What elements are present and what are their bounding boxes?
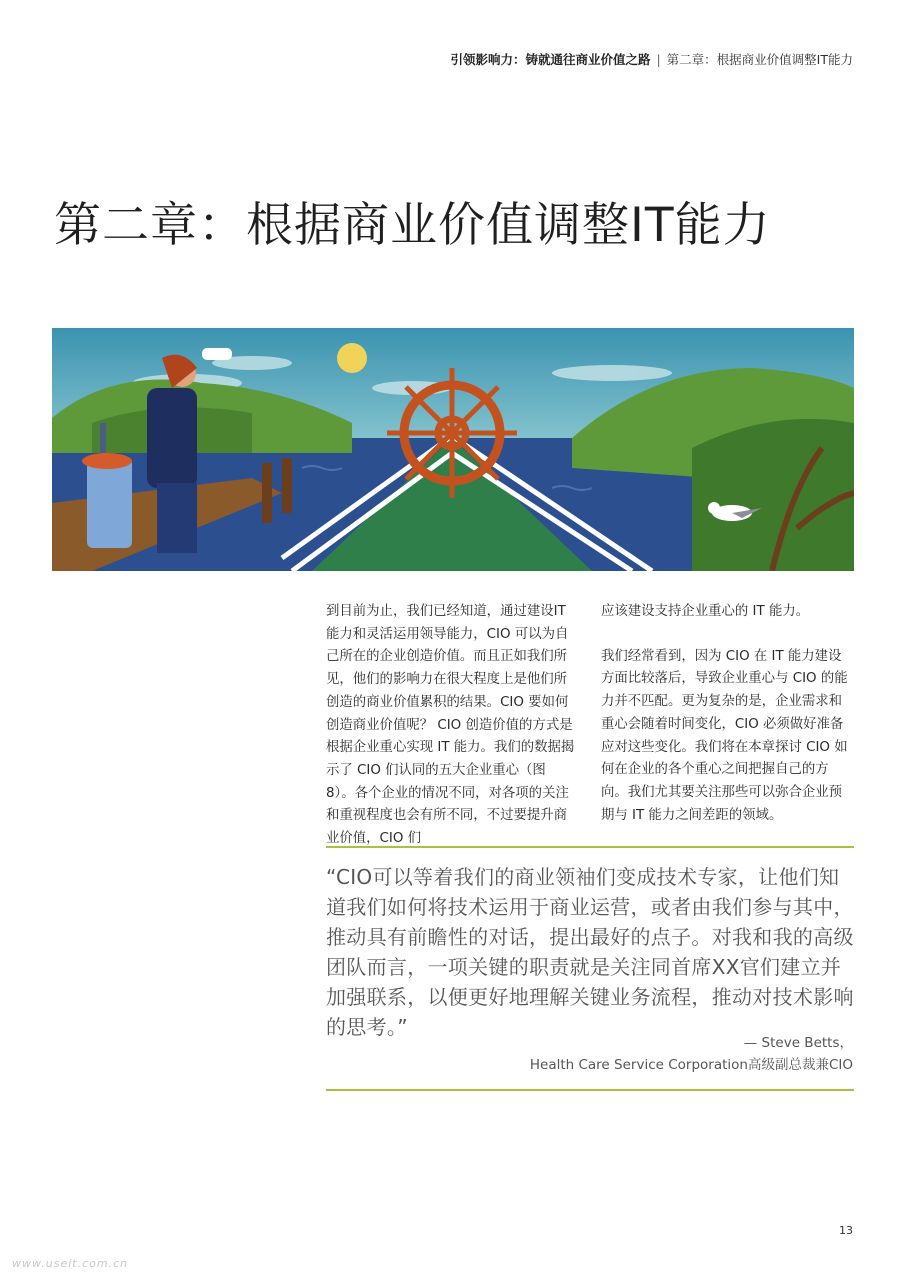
sun bbox=[337, 343, 367, 373]
pull-quote: “CIO可以等着我们的商业领袖们变成技术专家，让他们知道我们如何将技术运用于商业运营，或者由我们参与其中，推动具有前瞻性的对话，提出最好的点子。对我和我的高级团队而言，一项关键的职责就是关注同首席XX官们建立并加强联系，以便更好地理解关键业务流程，推动对技术影响的思考。” bbox=[326, 865, 854, 1039]
watermark: www.useit.com.cn bbox=[12, 1257, 129, 1270]
quote-bottom-rule bbox=[326, 1089, 854, 1091]
running-header bbox=[450, 50, 853, 68]
hills-right-shade bbox=[692, 419, 854, 571]
ship-wheel bbox=[387, 368, 517, 498]
chapter-illustration bbox=[52, 328, 854, 571]
body-paragraph: 到目前为止，我们已经知道，通过建设IT 能力和灵活运用领导能力，CIO 可以为自己所在的企业创造价值。而且正如我们所见，他们的影响力在很大程度上是他们所创造的商业价值累积的结果。CIO 要如何创造商业价值呢？ CIO 创造价值的方式是根据企业重心实现 IT 能力。我们的数据揭示了 CIO 们认同的五大企业重心（图 8）。各个企业的情况不同，对各项的关注和重视程度也会有所不同，不过要提升商业价值，CIO 们 bbox=[326, 604, 575, 847]
header-chapter: 第二章：根据商业价值调整IT能力 bbox=[666, 52, 853, 67]
chapter-title: 第二章：根据商业价值调整IT能力 bbox=[54, 198, 771, 253]
body-paragraph: 我们经常看到，因为 CIO 在 IT 能力建设方面比较落后，导致企业重心与 CIO 的能力并不匹配。更为复杂的是，企业需求和重心会随着时间变化，CIO 必须做好准备应对这些变化。我们将在本章探讨 CIO 如何在企业的各个重心之间把握自己的方向。我们尤其要关注那些可以弥合企业预期与 IT 能力之间差距的领域。 bbox=[601, 648, 848, 823]
quote-top-rule bbox=[326, 846, 854, 848]
body-paragraph: 应该建设支持企业重心的 IT 能力。 bbox=[601, 604, 810, 619]
body-column-right bbox=[601, 601, 853, 827]
quote-author: — Steve Betts， bbox=[743, 1035, 853, 1051]
page-number: 13 bbox=[839, 1224, 853, 1237]
header-separator: | bbox=[656, 52, 661, 67]
quote-author-title: Health Care Service Corporation高级副总裁兼CIO bbox=[529, 1057, 853, 1073]
header-section: 引领影响力：铸就通往商业价值之路 bbox=[450, 52, 651, 67]
body-column-left bbox=[326, 601, 576, 851]
